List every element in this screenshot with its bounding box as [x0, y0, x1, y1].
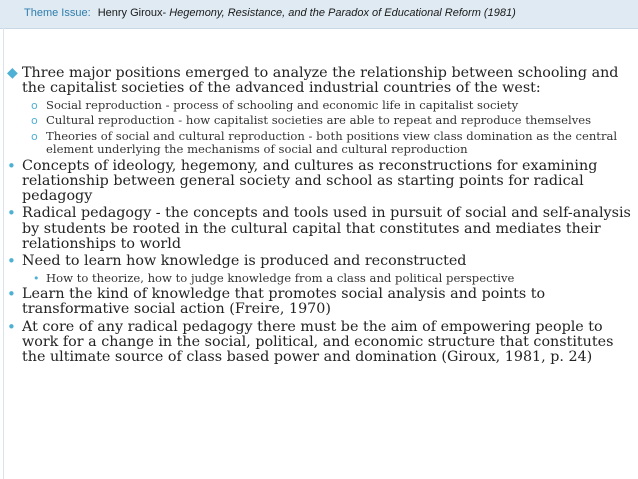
- sub-bullet-text: Theories of social and cultural reproduction - both positions view class domination as the central element underlying the mechanisms of social and cultural reproduction: [46, 128, 618, 157]
- dot-bullet-icon: •: [7, 317, 16, 336]
- sub-bullet-text: Social reproduction - process of schooling and economic life in capitalist society: [46, 97, 519, 112]
- slide-header: [0, 0, 638, 29]
- bullet-item: [0, 206, 634, 252]
- header-author: Henry Giroux-: [97, 7, 170, 19]
- bullet-text: Concepts of ideology, hegemony, and cultures as reconstructions for examining relationship between general society and school as starting points for radical pedagogy: [22, 157, 598, 205]
- bullet-text: At core of any radical pedagogy there must be the aim of empowering people to work for a change in the social, political, and economic structure that constitutes the ultimate source of class based power and domination (Giroux, 1981, p. 24): [22, 318, 614, 366]
- slide-content: [0, 66, 634, 368]
- sub-bullet-text: Cultural reproduction - how capitalist societies are able to repeat and reproduce themselves: [46, 113, 592, 128]
- dot-bullet-icon: •: [7, 285, 16, 304]
- sub-bullet-item: [0, 272, 634, 286]
- sub-bullet-item: [0, 99, 634, 113]
- circle-bullet-icon: o: [31, 98, 38, 112]
- sub-bullet-item: [0, 130, 634, 157]
- dot-bullet-icon: •: [7, 156, 16, 175]
- bullet-item: [0, 156, 634, 205]
- bullet-item: [0, 287, 634, 318]
- diamond-bullet-icon: ◆: [7, 65, 18, 81]
- header-text: [24, 7, 516, 19]
- bullet-text: Learn the kind of knowledge that promotes social analysis and points to transformative social action (Freire, 1970): [22, 286, 546, 318]
- bullet-item: [0, 254, 634, 269]
- bullet-item: [0, 317, 634, 366]
- dot-bullet-icon: •: [33, 271, 40, 285]
- header-title: Hegemony, Resistance, and the Paradox of Educational Reform: [169, 7, 481, 19]
- circle-bullet-icon: o: [31, 129, 38, 143]
- bullet-item: [0, 66, 634, 97]
- header-year: (1981): [480, 7, 516, 19]
- dot-bullet-icon: •: [7, 252, 16, 271]
- circle-bullet-icon: o: [31, 114, 38, 128]
- bullet-text: Need to learn how knowledge is produced and reconstructed: [22, 253, 467, 270]
- dot-bullet-icon: •: [7, 204, 16, 223]
- bullet-text: Three major positions emerged to analyze the relationship between schooling and the capitalist societies of the advanced industrial countries of the west:: [22, 65, 619, 97]
- theme-issue-label: Theme Issue:: [24, 7, 91, 19]
- bullet-text: Radical pedagogy - the concepts and tools used in pursuit of social and self-analysis by students be rooted in the cultural capital that constitutes and mediates their relationships to world: [22, 205, 631, 253]
- sub-bullet-text: How to theorize, how to judge knowledge from a class and political perspective: [46, 270, 515, 285]
- sub-bullet-item: [0, 114, 634, 128]
